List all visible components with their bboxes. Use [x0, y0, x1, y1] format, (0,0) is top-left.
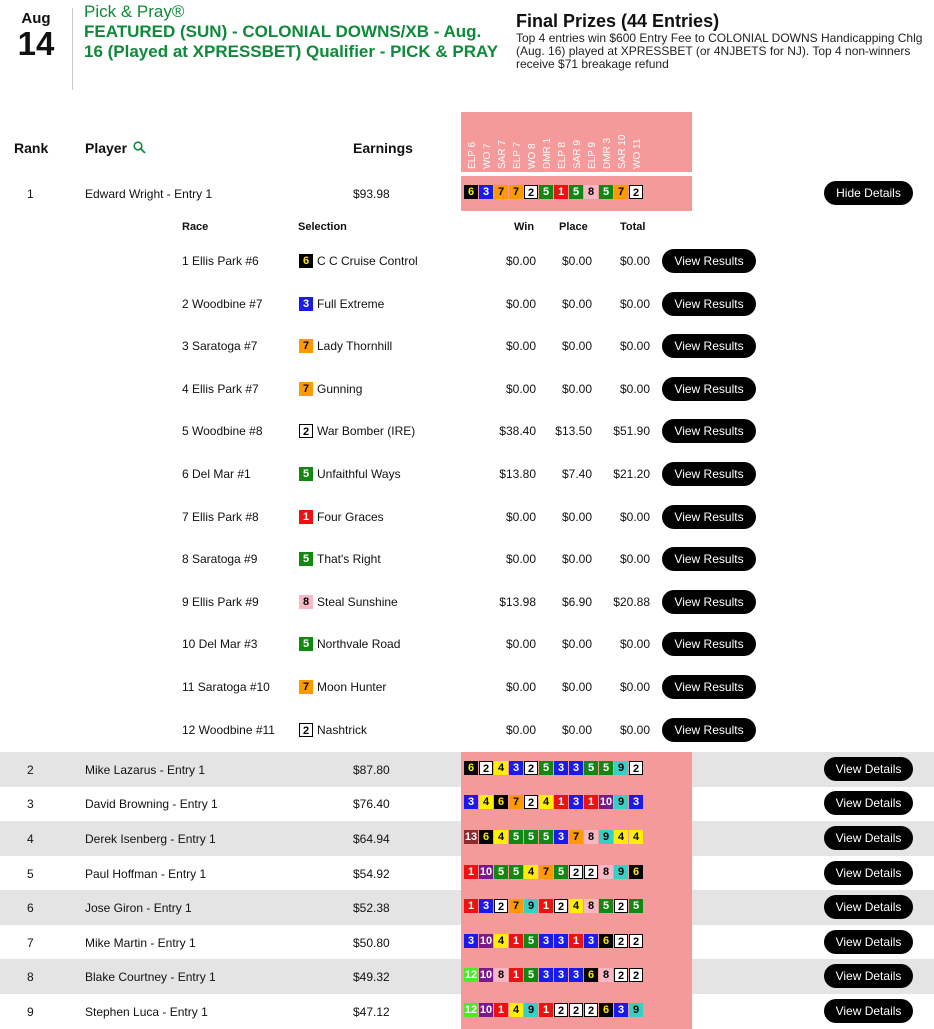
pick-chip: 1: [539, 899, 553, 913]
race-header-label: WO 11: [632, 138, 643, 169]
pick-chip: 7: [509, 795, 523, 809]
selection-chip: 5: [299, 552, 313, 566]
details-race: 7 Ellis Park #8: [182, 509, 259, 524]
details-race: 9 Ellis Park #9: [182, 594, 259, 609]
table-row: [0, 176, 934, 211]
pick-chip: 3: [539, 934, 553, 948]
pick-chip: 5: [524, 830, 538, 844]
entry-player: Edward Wright - Entry 1: [85, 187, 213, 201]
entry-picks: [464, 968, 644, 982]
selection-chip: 2: [299, 424, 313, 438]
pick-chip: 5: [539, 185, 553, 199]
pick-chip: 2: [524, 795, 538, 809]
details-total: $0.00: [619, 296, 650, 311]
entry-picks: [464, 899, 644, 913]
pick-chip: 3: [629, 795, 643, 809]
details-row: [0, 240, 934, 282]
details-total: $0.00: [619, 381, 650, 396]
entry-earnings: $87.80: [353, 763, 390, 777]
entry-player: David Browning - Entry 1: [85, 797, 218, 811]
details-row: [0, 368, 934, 410]
pick-chip: 2: [614, 899, 628, 913]
details-race: 11 Saratoga #10: [182, 680, 270, 694]
view-details-button[interactable]: View Details: [824, 826, 913, 850]
entry-player: Paul Hoffman - Entry 1: [85, 867, 207, 881]
race-header-strip: [461, 112, 692, 172]
pick-chip: 2: [554, 1003, 568, 1017]
pick-chip: 6: [479, 830, 493, 844]
race-header-label: DMR 3: [602, 137, 613, 169]
details-race-header: Race: [182, 221, 209, 233]
details-win: $0.00: [505, 254, 536, 268]
view-results-button[interactable]: View Results: [662, 419, 756, 443]
entry-rank: 8: [27, 970, 34, 984]
pick-chip: 6: [629, 865, 643, 879]
view-results-button[interactable]: View Results: [662, 462, 756, 486]
entry-player: Mike Martin - Entry 1: [85, 936, 196, 950]
pick-chip: 7: [509, 899, 523, 913]
selection-chip: 5: [299, 637, 313, 651]
pick-chip: 9: [524, 1003, 538, 1017]
entry-picks: [464, 795, 644, 809]
details-row: [0, 496, 934, 538]
table-row: [0, 821, 934, 856]
race-header-label: DMR 1: [542, 137, 553, 169]
pick-chip: 5: [524, 968, 538, 982]
view-results-button[interactable]: View Results: [662, 292, 756, 316]
details-place: $13.50: [555, 424, 592, 439]
selection-horse: Four Graces: [317, 509, 384, 524]
pick-chip: 8: [584, 830, 598, 844]
view-details-button[interactable]: View Details: [824, 895, 913, 919]
view-details-button[interactable]: View Details: [824, 791, 913, 815]
details-row: [0, 709, 934, 751]
table-row: [0, 890, 934, 925]
pick-chip: 6: [584, 968, 598, 982]
details-place: $0.00: [561, 637, 592, 652]
details-win: $0.00: [505, 722, 536, 737]
table-row: [0, 994, 934, 1029]
pick-chip: 4: [569, 899, 583, 913]
race-header-label: ELP 9: [587, 141, 598, 169]
selection-chip: 3: [299, 297, 313, 311]
race-header-label: SAR 9: [572, 140, 583, 169]
details-total: $0.00: [619, 254, 650, 268]
pick-chip: 4: [629, 830, 643, 844]
pick-chip: 8: [584, 899, 598, 913]
view-details-button[interactable]: View Details: [824, 999, 913, 1023]
pick-chip: 2: [494, 899, 508, 913]
pick-chip: 1: [539, 1003, 553, 1017]
pick-chip: 7: [539, 865, 553, 879]
pick-chip: 5: [629, 899, 643, 913]
view-results-button[interactable]: View Results: [662, 334, 756, 358]
pick-chip: 2: [584, 865, 598, 879]
pick-chip: 3: [464, 934, 478, 948]
details-race: 2 Woodbine #7: [182, 296, 263, 311]
pick-chip: 2: [569, 1003, 583, 1017]
entry-earnings: $49.32: [353, 970, 390, 984]
pick-chip: 3: [569, 968, 583, 982]
race-header-label: ELP 8: [557, 141, 568, 169]
prizes-title: Final Prizes (44 Entries): [516, 11, 720, 31]
details-place: $0.00: [561, 339, 592, 354]
selection-chip: 7: [299, 382, 313, 396]
entry-player: Jose Giron - Entry 1: [85, 901, 192, 915]
hide-details-button[interactable]: Hide Details: [824, 181, 913, 205]
pick-chip: 1: [509, 968, 523, 982]
view-details-button[interactable]: View Details: [824, 964, 913, 988]
pick-chip: 5: [494, 865, 508, 879]
details-win: $13.98: [499, 594, 536, 609]
contest-header: [0, 0, 934, 100]
details-row: [0, 581, 934, 623]
pick-chip: 7: [494, 185, 508, 199]
details-win: $38.40: [499, 424, 536, 439]
entry-player: Mike Lazarus - Entry 1: [85, 763, 206, 777]
selection-horse: Moon Hunter: [317, 680, 387, 694]
pick-chip: 9: [629, 1003, 643, 1017]
details-place: $0.00: [561, 722, 592, 737]
details-race: 12 Woodbine #11: [182, 722, 275, 737]
details-place: $7.40: [561, 467, 592, 481]
entry-earnings: $64.94: [353, 832, 390, 846]
entry-rank: 5: [27, 867, 34, 881]
selection-horse: Gunning: [317, 381, 363, 396]
pick-chip: 4: [539, 795, 553, 809]
selection-horse: Northvale Road: [317, 637, 401, 652]
details-total: $0.00: [619, 722, 650, 737]
pick-chip: 9: [614, 795, 628, 809]
details-race: 6 Del Mar #1: [182, 467, 251, 481]
race-header-label: ELP 7: [512, 141, 523, 169]
pick-chip: 2: [629, 968, 643, 982]
pick-chip: 1: [554, 185, 568, 199]
pick-chip: 6: [599, 1003, 613, 1017]
date-month: Aug: [21, 10, 51, 27]
pick-chip: 5: [539, 830, 553, 844]
entry-rank: 4: [27, 832, 34, 846]
pick-chip: 3: [554, 968, 568, 982]
details-place-header: Place: [559, 221, 588, 233]
contest-date: [8, 10, 64, 60]
pick-chip: 5: [539, 761, 553, 775]
selection-horse: Steal Sunshine: [317, 594, 398, 609]
pick-chip: 6: [464, 185, 478, 199]
pick-chip: 4: [494, 934, 508, 948]
entry-picks: [464, 761, 644, 775]
pick-chip: 5: [509, 830, 523, 844]
date-day: 14: [17, 25, 55, 62]
pick-chip: 2: [524, 761, 538, 775]
table-row: [0, 959, 934, 994]
pick-chip: 7: [614, 185, 628, 199]
view-details-button[interactable]: View Details: [824, 861, 913, 885]
view-results-button[interactable]: View Results: [662, 505, 756, 529]
contest-title: FEATURED (SUN) - COLONIAL DOWNS/XB - Aug. 16 (Played at XPRESSBET) Qualifier - PICK & PRAY: [84, 22, 499, 61]
table-row: [0, 856, 934, 891]
prizes-block: [516, 10, 926, 71]
entry-player: Derek Isenberg - Entry 1: [85, 832, 216, 846]
search-icon[interactable]: [133, 141, 146, 157]
entry-rank: 2: [27, 763, 34, 777]
selection-chip: 8: [299, 595, 313, 609]
pick-chip: 3: [569, 761, 583, 775]
selection-chip: 7: [299, 339, 313, 353]
view-results-button[interactable]: View Results: [662, 249, 756, 273]
contest-title-block: [84, 2, 504, 62]
entry-details-panel: [0, 210, 934, 750]
details-win: $0.00: [505, 680, 536, 694]
view-results-button[interactable]: View Results: [662, 718, 756, 742]
details-win: $0.00: [505, 637, 536, 652]
entry-earnings: $50.80: [353, 936, 390, 950]
pick-chip: 12: [464, 1004, 478, 1016]
pick-chip: 4: [614, 830, 628, 844]
header-divider: [72, 8, 73, 90]
details-row: [0, 453, 934, 495]
entry-rank: 6: [27, 901, 34, 915]
pick-chip: 4: [479, 795, 493, 809]
entry-player: Blake Courtney - Entry 1: [85, 970, 216, 984]
selection-horse: Full Extreme: [317, 296, 385, 311]
pick-chip: 3: [464, 795, 478, 809]
details-total: $0.00: [619, 552, 650, 567]
entry-earnings: $76.40: [353, 797, 390, 811]
pick-chip: 9: [614, 761, 628, 775]
pick-chip: 8: [599, 865, 613, 879]
view-results-button[interactable]: View Results: [662, 675, 756, 699]
details-row: [0, 283, 934, 325]
pick-chip: 2: [629, 761, 643, 775]
pick-chip: 1: [464, 865, 478, 879]
details-place: $0.00: [561, 296, 592, 311]
pick-chip: 12: [464, 969, 478, 981]
pick-chip: 3: [539, 968, 553, 982]
table-row: [0, 786, 934, 821]
pick-chip: 5: [599, 185, 613, 199]
table-row: [0, 925, 934, 960]
pick-chip: 3: [584, 934, 598, 948]
race-header-label: WO 8: [527, 143, 538, 169]
details-total: $0.00: [619, 509, 650, 524]
details-win: $0.00: [505, 509, 536, 524]
details-win: $0.00: [505, 381, 536, 396]
pick-chip: 1: [584, 795, 598, 809]
details-total: $20.88: [613, 594, 650, 609]
entry-rank: 7: [27, 936, 34, 950]
selection-horse: Unfaithful Ways: [317, 467, 401, 481]
pick-chip: 5: [584, 761, 598, 775]
pick-chip: 3: [569, 795, 583, 809]
details-row: [0, 666, 934, 708]
details-total: $51.90: [613, 424, 650, 439]
details-place: $0.00: [561, 552, 592, 567]
contest-type: Pick & Pray®: [84, 2, 185, 21]
entry-picks: [464, 1003, 644, 1017]
pick-chip: 8: [584, 185, 598, 199]
pick-chip: 8: [494, 968, 508, 982]
race-header-label: SAR 10: [617, 134, 628, 169]
details-place: $0.00: [561, 680, 592, 694]
selection-chip: 6: [299, 254, 313, 268]
pick-chip: 2: [584, 1003, 598, 1017]
pick-chip: 5: [524, 934, 538, 948]
details-place: $0.00: [561, 254, 592, 268]
view-results-button[interactable]: View Results: [662, 377, 756, 401]
pick-chip: 10: [479, 1004, 493, 1016]
pick-chip: 2: [524, 185, 538, 199]
details-place: $0.00: [561, 381, 592, 396]
pick-chip: 2: [569, 865, 583, 879]
pick-chip: 3: [554, 830, 568, 844]
race-header-label: ELP 6: [467, 141, 478, 169]
pick-chip: 7: [509, 185, 523, 199]
pick-chip: 5: [569, 185, 583, 199]
pick-chip: 7: [569, 830, 583, 844]
details-race: 10 Del Mar #3: [182, 637, 258, 652]
details-total-header: Total: [620, 221, 646, 233]
selection-chip: 5: [299, 467, 313, 481]
details-win-header: Win: [514, 221, 535, 233]
details-race: 5 Woodbine #8: [182, 424, 263, 439]
race-header-label: WO 7: [482, 143, 493, 169]
pick-chip: 10: [479, 935, 493, 947]
details-total: $0.00: [619, 339, 650, 354]
details-win: $0.00: [505, 296, 536, 311]
details-total: $21.20: [613, 467, 650, 481]
rank-column-header: Rank: [14, 140, 49, 156]
entry-earnings: $52.38: [353, 901, 390, 915]
entry-picks: [464, 830, 644, 844]
entry-earnings: $54.92: [353, 867, 390, 881]
pick-chip: 10: [599, 796, 613, 808]
selection-horse: Lady Thornhill: [317, 339, 393, 354]
selection-chip: 1: [299, 510, 313, 524]
pick-chip: 3: [614, 1003, 628, 1017]
selection-horse: War Bomber (IRE): [317, 424, 416, 439]
pick-chip: 3: [554, 761, 568, 775]
pick-chip: 4: [494, 830, 508, 844]
details-total: $0.00: [619, 680, 650, 694]
pick-chip: 1: [554, 795, 568, 809]
prizes-description: Top 4 entries win $600 Entry Fee to COLONIAL DOWNS Handicapping Chlg (Aug. 16) played at XPRESSBET (or 4NJBETS for NJ). Top 4 non-winners receive $71 breakage refund: [516, 31, 923, 71]
pick-chip: 3: [479, 899, 493, 913]
details-row: [0, 410, 934, 452]
table-row: [0, 752, 934, 787]
pick-chip: 3: [479, 185, 493, 199]
selection-horse: C C Cruise Control: [317, 254, 418, 268]
details-row: [0, 538, 934, 580]
pick-chip: 9: [524, 899, 538, 913]
pick-chip: 1: [569, 934, 583, 948]
details-place: $6.90: [561, 594, 592, 609]
view-details-button[interactable]: View Details: [824, 930, 913, 954]
details-row: [0, 325, 934, 367]
entry-rank: 1: [27, 187, 34, 201]
pick-chip: 6: [464, 761, 478, 775]
pick-chip: 5: [554, 865, 568, 879]
pick-chip: 3: [509, 761, 523, 775]
pick-chip: 2: [554, 899, 568, 913]
earnings-column-header: Earnings: [353, 140, 413, 156]
entry-rank: 3: [27, 797, 34, 811]
details-place: $0.00: [561, 509, 592, 524]
pick-chip: 6: [494, 795, 508, 809]
entry-earnings: $93.98: [353, 187, 390, 201]
entry-picks: [464, 865, 644, 879]
pick-chip: 10: [479, 969, 493, 981]
race-header-label: SAR 7: [497, 140, 508, 169]
details-race: 1 Ellis Park #6: [182, 254, 259, 268]
pick-chip: 10: [479, 866, 493, 878]
selection-horse: Nashtrick: [317, 722, 368, 737]
details-row: [0, 623, 934, 665]
pick-chip: 9: [599, 830, 613, 844]
pick-chip: 2: [629, 185, 643, 199]
view-results-button[interactable]: View Results: [662, 547, 756, 571]
details-win: $13.80: [499, 467, 536, 481]
pick-chip: 6: [599, 934, 613, 948]
pick-chip: 2: [614, 968, 628, 982]
player-column-label: Player: [85, 140, 128, 156]
entry-rank: 9: [27, 1005, 34, 1019]
pick-chip: 8: [599, 968, 613, 982]
entry-earnings: $47.12: [353, 1005, 390, 1019]
pick-chip: 3: [554, 934, 568, 948]
details-win: $0.00: [505, 339, 536, 354]
pick-chip: 2: [614, 934, 628, 948]
details-total: $0.00: [619, 637, 650, 652]
pick-chip: 4: [509, 1003, 523, 1017]
entry-player: Stephen Luca - Entry 1: [85, 1005, 208, 1019]
pick-chip: 1: [494, 1003, 508, 1017]
pick-chip: 2: [479, 761, 493, 775]
pick-chip: 9: [614, 865, 628, 879]
details-race: 4 Ellis Park #7: [182, 381, 259, 396]
details-win: $0.00: [505, 552, 536, 567]
details-race: 3 Saratoga #7: [182, 339, 258, 354]
entry-picks: [464, 934, 644, 948]
pick-chip: 1: [509, 934, 523, 948]
pick-chip: 4: [494, 761, 508, 775]
pick-chip: 2: [629, 934, 643, 948]
details-selection-header: Selection: [298, 221, 347, 233]
pick-chip: 4: [524, 865, 538, 879]
selection-horse: That's Right: [317, 552, 381, 567]
view-results-button[interactable]: View Results: [662, 590, 756, 614]
pick-chip: 1: [464, 899, 478, 913]
selection-chip: 2: [299, 723, 313, 737]
pick-chip: 5: [599, 761, 613, 775]
pick-chip: 5: [599, 899, 613, 913]
view-details-button[interactable]: View Details: [824, 757, 913, 781]
pick-chip: 5: [509, 865, 523, 879]
pick-chip: 13: [464, 831, 478, 843]
entry-picks: [464, 185, 644, 199]
details-race: 8 Saratoga #9: [182, 552, 258, 567]
selection-chip: 7: [299, 680, 313, 694]
player-column-header[interactable]: [85, 140, 146, 157]
view-results-button[interactable]: View Results: [662, 632, 756, 656]
